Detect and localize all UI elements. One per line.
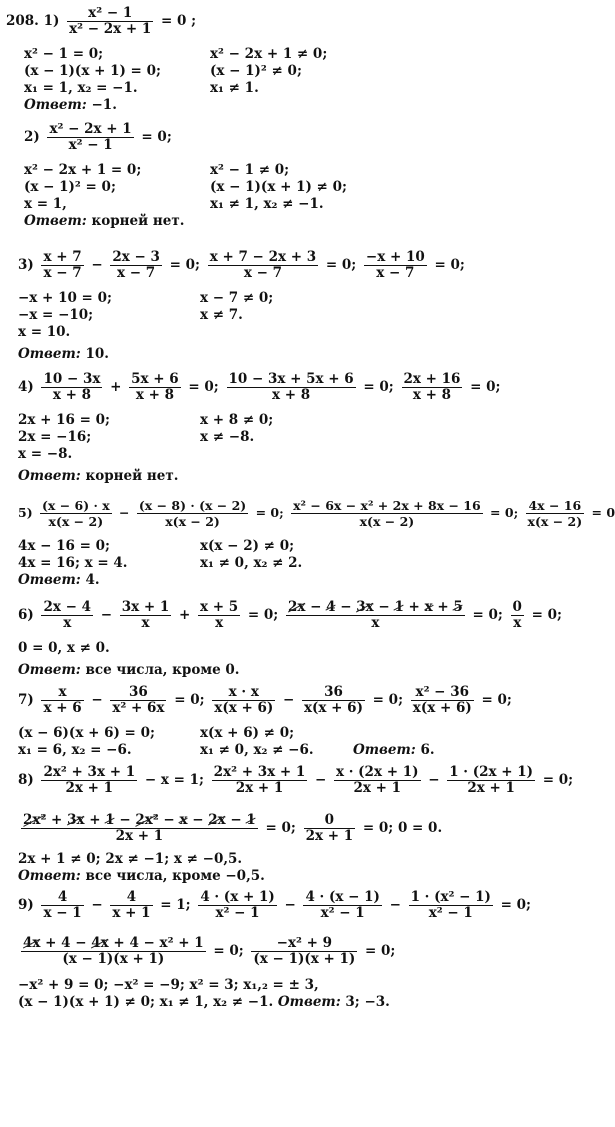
rhs: = 0; [364,943,396,959]
operator: − [91,692,103,708]
operator: − [389,897,401,913]
step-line: x² − 1 = 0; [24,46,104,62]
fraction [41,372,102,403]
answer-line [18,468,178,484]
numerator: (x − 8) · (x − 2) [138,498,247,513]
fraction [110,250,162,281]
answer-value: 4. [85,572,100,588]
subproblem-label: 8) [18,772,34,788]
fraction [41,765,137,796]
step-line: 2x = −16; [18,429,92,445]
numerator: x² − 36 [411,685,474,701]
problem-5-equation [18,498,615,529]
denominator: x(x + 6) [412,700,472,716]
cancelled-term: 5 [453,599,463,615]
fraction [41,600,93,631]
fraction [526,498,585,529]
denominator: x(x − 2) [527,514,583,529]
operator: − [282,692,295,708]
answer-line [18,662,239,678]
denominator: 2x + 1 [353,780,402,796]
denominator: x + 1 [112,905,151,921]
step-line: −x = −10; [18,307,94,323]
step-line: x₁ ≠ 1, x₂ ≠ −1. [210,196,324,212]
step-line: x ≠ 7. [200,307,243,323]
fraction [41,890,83,921]
denominator: (x − 1)(x + 1) [62,951,165,967]
rhs: = 0; [472,607,503,623]
step-line: 4x − 16 = 0; [18,538,111,554]
rhs: = 0; [470,379,501,395]
step-line: (x − 1)² = 0; [24,179,116,195]
denominator: x² + 6x [112,700,165,716]
fraction [47,122,133,153]
denominator: x − 7 [43,265,82,281]
numerator: x² − 6x − x² + 2x + 8x − 16 [293,498,481,513]
fraction [110,685,166,716]
denominator: x(x − 2) [48,514,104,529]
fraction [212,765,308,796]
step-line: x₁ ≠ 0, x₂ ≠ 2. [200,555,303,571]
operator: + [46,812,68,828]
denominator: x² − 1 [428,905,473,921]
denominator: x + 8 [272,387,311,403]
denominator: x − 7 [376,265,415,281]
step-line: x − 7 ≠ 0; [200,290,274,306]
fraction [411,685,474,716]
step-line: −x² + 9 = 0; −x² = −9; x² = 3; x₁,₂ = ± 3, [18,977,319,993]
fraction [212,685,275,716]
cancelled-term: 2x [208,812,226,828]
numerator: x · x [212,685,275,701]
cancelled-term: x [179,812,188,828]
numerator: (x − 6) · x [41,498,110,513]
step-line: x = 10. [18,324,71,340]
denominator: x(x + 6) [303,700,363,716]
operator: − [119,505,130,520]
problem-8-equation [18,765,573,796]
rhs: = 0; 0 = 0. [362,820,443,836]
operator: − [428,772,440,788]
answer-label: Ответ: [277,994,341,1010]
rhs: = 0; [434,257,465,273]
fraction [291,498,483,529]
problem-6-equation [18,600,562,631]
answer-label: Ответ: [24,97,87,113]
step-line: x(x + 6) ≠ 0; [200,725,295,741]
operator: − [100,607,113,623]
denominator: x − 7 [243,265,282,281]
rhs: = 0; [213,943,244,959]
operator: − [315,772,327,788]
rhs: = 0; [325,257,357,273]
answer-label: Ответ: [18,572,81,588]
answer-line [24,213,184,229]
numerator: 5x + 6 [131,371,179,387]
operator: + [432,599,454,615]
denominator: x + 8 [135,387,174,403]
problem-2-equation [24,122,172,153]
operator: − [91,897,103,913]
numerator: 2x² + 3x + 1 [213,764,306,780]
operator: − [187,812,209,828]
problem-9-simplified [18,936,395,967]
subproblem-label: 4) [18,379,34,395]
numerator: 4 [41,890,83,906]
step-line: (x − 1)(x + 1) ≠ 0; [210,179,347,195]
fraction [511,600,524,631]
numerator: 1 · (2x + 1) [449,764,534,780]
rhs: = 0; [500,897,532,913]
step-line: x₁ = 1, x₂ = −1. [24,80,138,96]
numerator-part: + 4 − [40,935,92,951]
rhs: = 1; [160,897,191,913]
answer-label: Ответ: [24,213,87,229]
numerator: 2x − 3 [112,249,160,265]
subproblem-label: 5) [18,505,33,520]
fraction [198,890,276,921]
denominator: x [215,615,224,631]
cancelled-term: 3x [356,599,374,615]
rhs: = 0; [542,772,574,788]
rhs: = 0; [490,505,519,520]
fraction [40,498,112,529]
step-line: x₁ ≠ 0, x₂ ≠ −6. [200,742,314,758]
answer-value: все числа, кроме −0,5. [85,868,265,884]
rhs: = 0; [265,820,296,836]
step-line: x² − 1 ≠ 0; [210,162,290,178]
rhs: = 0; [169,257,200,273]
answer-value: 10. [85,346,109,362]
numerator: x [41,685,83,701]
problem-8-simplified [18,813,442,844]
step-line: x ≠ −8. [200,429,255,445]
rhs: = 0; [363,379,394,395]
fraction [41,685,83,716]
denominator: 2x + 1 [467,780,515,796]
fraction [198,600,240,631]
subproblem-label: 9) [18,897,34,913]
rhs: = 0; [174,692,205,708]
fraction [251,936,357,967]
denominator: 2x + 1 [305,828,354,844]
problem-3-equation [18,250,465,281]
step-line: x(x − 2) ≠ 0; [200,538,295,554]
answer-line [353,742,435,758]
problem-7-equation [18,685,512,716]
answer-value: корней нет. [91,213,185,229]
step-line: 0 = 0, x ≠ 0. [18,640,110,656]
numerator: 0 [304,813,356,829]
numerator: 4 · (x − 1) [305,889,380,905]
operator: − [225,812,247,828]
operator: − [91,257,103,273]
subproblem-label: 6) [18,607,34,623]
numerator: 4x − 16 [526,498,585,514]
numerator: x + 5 [200,599,239,615]
problem-number: 208. [6,13,39,29]
denominator: x [513,615,522,631]
denominator: x + 8 [412,387,452,403]
step-line: x + 8 ≠ 0; [200,412,274,428]
answer-line [18,346,109,362]
answer-label: Ответ: [18,662,81,678]
step-line-with-answer [18,994,390,1010]
numerator: x · (2x + 1) [336,764,419,780]
cancelled-term: 2x² [135,812,159,828]
operator: − x = 1; [144,772,204,788]
denominator: x² − 1 [320,905,365,921]
subproblem-label: 1) [43,13,60,29]
fraction [334,765,420,796]
step-line: (x − 6)(x + 6) = 0; [18,725,155,741]
denominator: x(x − 2) [359,514,415,529]
fraction [110,890,152,921]
numerator: 2x + 16 [403,371,461,387]
operator: − [114,812,136,828]
denominator: x(x + 6) [214,700,274,716]
fraction [67,6,153,37]
rhs: = 0; [372,692,404,708]
fraction [364,250,427,281]
numerator: x² − 1 [67,6,153,22]
cancelled-term: 1 [105,812,115,828]
step-line: (x − 1)² ≠ 0; [210,63,302,79]
denominator: x − 1 [43,905,82,921]
answer-value: все числа, кроме 0. [85,662,240,678]
numerator: −x² + 9 [251,936,357,952]
denominator: x [63,615,72,631]
fraction [304,813,356,844]
numerator: x² − 2x + 1 [49,121,132,137]
fraction [120,600,172,631]
rhs: = 0; [141,129,172,145]
denominator: 2x + 1 [115,828,164,844]
step-line: x² − 2x + 1 = 0; [24,162,142,178]
operator: − [158,812,180,828]
step-line: 2x + 16 = 0; [18,412,111,428]
fraction [41,250,83,281]
fraction [227,372,356,403]
cancelled-term: 4 [326,599,336,615]
rhs: = 0; [247,607,279,623]
subproblem-label: 2) [24,129,40,145]
fraction [409,890,493,921]
step-line: x₁ ≠ 1. [210,80,259,96]
answer-line [24,97,117,113]
fraction [137,498,248,529]
fraction [402,372,463,403]
numerator: x + 7 [43,249,82,265]
numerator: 3x + 1 [121,599,170,615]
cancelled-term: 2x [287,599,306,615]
cancelled-fraction [21,813,258,844]
cancelled-term: 4x [91,935,109,951]
denominator: 2x + 1 [235,780,284,796]
operator: − [305,599,327,615]
answer-label: Ответ: [18,346,81,362]
answer-value: −1. [91,97,117,113]
numerator: 10 − 3x [43,371,101,387]
answer-label: Ответ: [18,868,81,884]
problem-1-equation [6,6,196,37]
numerator: 0 [512,599,522,615]
operator: + [179,607,191,623]
denominator: x + 8 [52,387,92,403]
denominator: x² − 1 [68,137,113,153]
denominator: x [371,615,380,631]
subproblem-label: 7) [18,692,34,708]
answer-line [18,868,265,884]
problem-9-equation [18,890,531,921]
subproblem-label: 3) [18,257,34,273]
rhs: = 0 [591,505,615,520]
operator: + [110,379,122,395]
step-line: x₁ = 6, x₂ = −6. [18,742,132,758]
operator: + [84,812,106,828]
denominator: x − 7 [117,265,156,281]
operator: − [335,599,357,615]
numerator: 10 − 3x + 5x + 6 [228,371,354,387]
answer-value: 6. [420,742,435,758]
answer-value: корней нет. [85,468,179,484]
fraction [208,250,318,281]
rhs: = 0; [188,379,219,395]
answer-value: 3; −3. [345,994,390,1010]
numerator: 2x² + 3x + 1 [43,764,136,780]
step-line: 2x + 1 ≠ 0; 2x ≠ −1; x ≠ −0,5. [18,851,243,867]
cancelled-term: 3x [67,812,85,828]
answer-label: Ответ: [18,468,81,484]
denominator: 2x + 1 [65,780,114,796]
operator: + [403,599,425,615]
numerator: 1 · (x² − 1) [410,889,491,905]
numerator [21,936,206,952]
step-line: x = 1, [24,196,67,212]
rhs: = 0 ; [161,13,197,29]
numerator: 4 · (x + 1) [200,889,275,905]
operator: − [284,897,296,913]
problem-4-equation [18,372,501,403]
fraction [302,685,365,716]
numerator: 4 [110,890,152,906]
fraction [303,890,381,921]
numerator: x + 7 − 2x + 3 [209,249,317,265]
step-line: x² − 2x + 1 ≠ 0; [210,46,328,62]
cancelled-term: 1 [246,812,256,828]
step-line: −x + 10 = 0; [18,290,112,306]
denominator: x + 6 [43,700,82,716]
numerator-part: + 4 − x² + 1 [108,935,204,951]
step-line: 4x = 16; x = 4. [18,555,128,571]
cancelled-term: x [424,599,433,615]
denominator: x² − 2x + 1 [69,21,152,37]
numerator: 36 [110,685,166,701]
denominator: (x − 1)(x + 1) [253,951,356,967]
cancelled-fraction [286,600,465,631]
denominator: x² − 1 [215,905,260,921]
cancelled-fraction [21,936,206,967]
rhs: = 0; [481,692,512,708]
cancelled-term: 4x [23,935,41,951]
answer-label: Ответ: [353,742,416,758]
numerator: 2x − 4 [43,599,92,615]
rhs: = 0; [255,505,284,520]
denominator: x [141,615,150,631]
rhs: = 0; [531,607,563,623]
fraction [129,372,181,403]
fraction [447,765,535,796]
numerator: −x + 10 [365,249,425,265]
denominator: x(x − 2) [165,514,220,529]
numerator [286,600,465,616]
step-text: (x − 1)(x + 1) ≠ 0; x₁ ≠ 1, x₂ ≠ −1. [18,994,274,1010]
numerator [21,813,258,829]
step-line: (x − 1)(x + 1) = 0; [24,63,161,79]
operator: − [373,599,395,615]
answer-line [18,572,100,588]
numerator: 36 [302,685,365,701]
cancelled-term: 2x² [23,812,47,828]
cancelled-term: 1 [394,599,404,615]
step-line: x = −8. [18,446,73,462]
